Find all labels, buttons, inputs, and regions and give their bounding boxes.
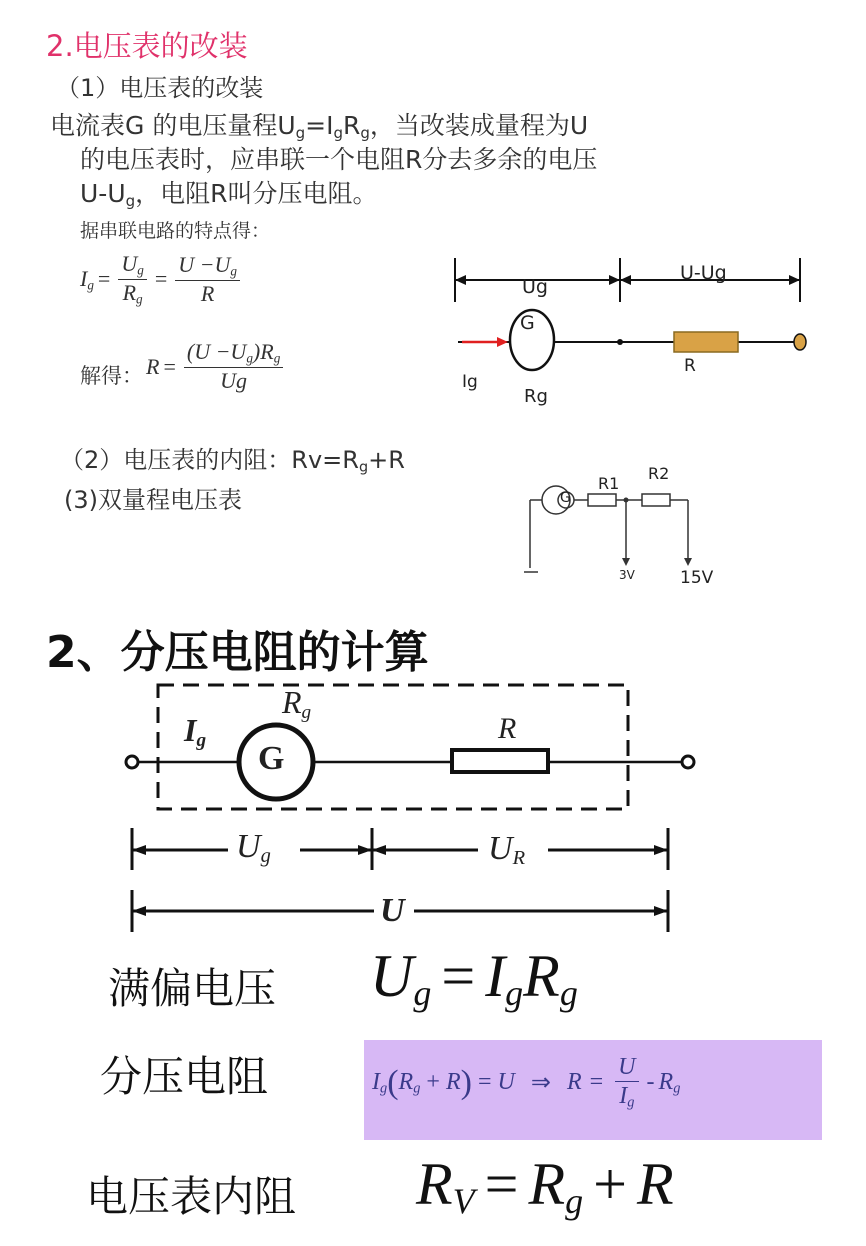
circuit3-ig-label [184,712,206,752]
text-span: U-U [80,179,126,208]
full-scale-voltage-formula: $U_g = I_gR_g$ [370,943,578,1013]
text-span: g [196,729,207,751]
paragraph-line-2: 的电压表时，应串联一个电阻R分去多余的电压 [80,145,598,174]
text-span: g [358,459,369,476]
circuit2-15v-label: 15V [680,568,714,588]
series-label: 据串联电路的特点得： [80,220,271,242]
circuit1-ig-label: Ig [462,372,478,392]
circuit2-g-label: G [560,490,571,506]
current-equation: $I_g$ = $\frac{U_g}{R_g}$ = $\frac{U -U_g}{R}$ [80,252,244,307]
text-span: g [360,123,370,142]
text-span: （2）电压表的内阻：Rv=R [60,446,359,474]
text-span: U [236,828,261,865]
circuit2-r2-label: R2 [648,464,670,483]
text-span: g [301,701,312,723]
circuit2-r1-label: R1 [598,474,620,493]
text-span: g [125,191,136,210]
galvanometer-icon: G [258,740,285,777]
text-span: R [512,847,526,870]
text-span: g [260,845,271,868]
circuit1-ug-label: Ug [522,276,548,298]
text-span: U [488,830,513,867]
circuit1-u-ug-label: U-Ug [680,262,727,284]
subheading-3: (3)双量程电压表 [64,486,242,514]
divider-resistor-formula: $I_g$ ( $R_g$ + R ) = U ⇒ R = $\frac{U}{I_g}$ - $R_g$ [372,1054,681,1111]
solve-label: 解得： [80,364,143,388]
text-span: ，电阻R叫分压电阻。 [135,179,378,208]
circuit3-rg-label [282,684,311,724]
text-span: ，当改装成量程为U [369,111,589,140]
text-span: R [282,684,302,720]
full-scale-voltage-label: 满偏电压 [108,964,277,1013]
text-span: +R [368,446,405,474]
circuit3-ug-label [236,828,271,868]
text-span: g [295,123,306,142]
section-heading: 2.电压表的改装 [46,29,248,63]
circuit3-r-label: R [498,712,517,745]
circuit1-rg-label: Rg [524,386,548,407]
circuit3-u-label: U [380,892,405,929]
solve-equation: R = $\frac{(U -U_g)R_g}{Ug}$ [146,340,287,393]
section2-title: 2、分压电阻的计算 [46,627,429,678]
text-span: 电流表G 的电压量程U [50,111,296,140]
internal-resistance-label: 电压表内阻 [86,1172,297,1221]
circuit3-ur-label [488,830,525,870]
circuit2-3v-label: 3V [619,568,635,582]
internal-resistance-formula: $R_V = R_g + R$ [416,1151,674,1221]
divider-resistor-label: 分压电阻 [100,1052,269,1101]
text-span: g [333,123,344,142]
circuit1-g-label: G [520,312,535,334]
text-span: I [184,712,197,748]
subheading-1: （1）电压表的改装 [56,74,264,102]
text-span: =I [305,111,334,140]
text-span: R [343,111,361,140]
circuit1-r-label: R [684,356,696,376]
